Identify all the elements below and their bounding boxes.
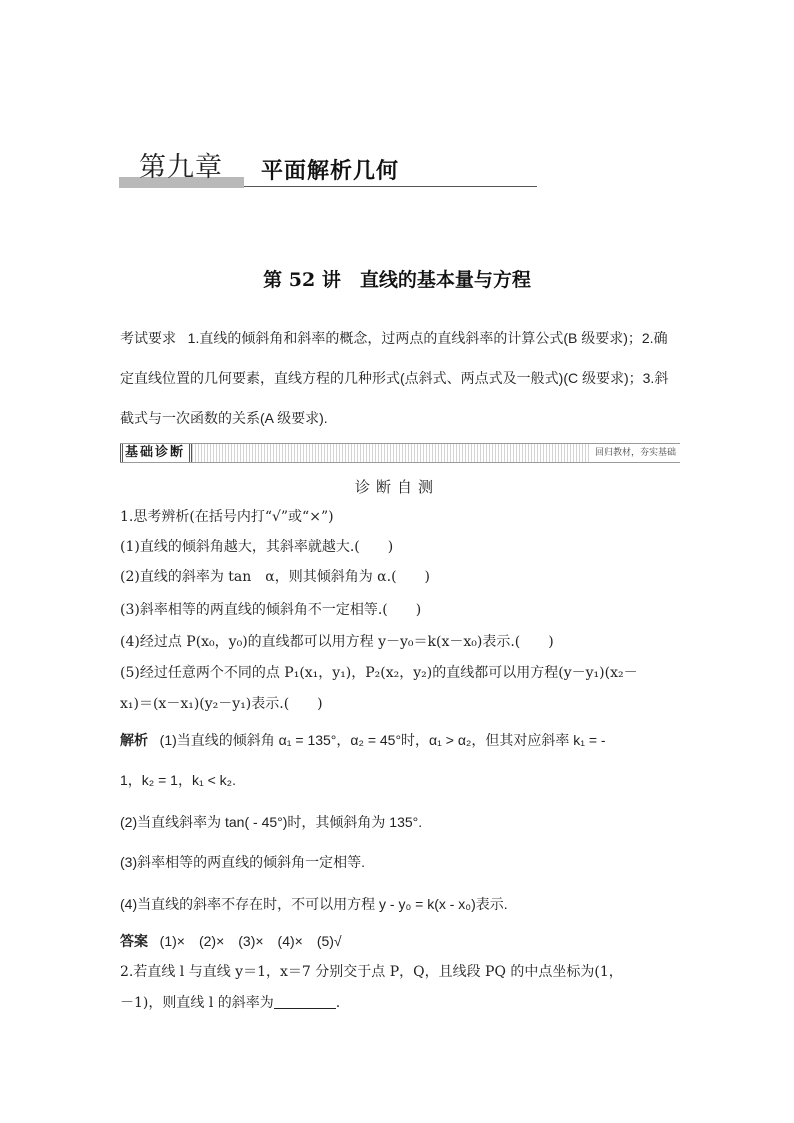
answer-label: 答案 — [120, 933, 148, 949]
question2-line: －1)，则直线 l 的斜率为 . — [120, 995, 341, 1011]
section-label: 基础诊断 — [120, 444, 192, 462]
question1-item: (1)直线的倾斜角越大，其斜率就越大.( ) — [120, 539, 394, 555]
question1-item: (4)经过点 P(x₀，y₀)的直线都可以用方程 y－y₀＝k(x－x₀)表示.( ) — [120, 634, 554, 650]
exam-requirements — [120, 318, 680, 438]
requirements-text: 1.直线的倾斜角和斜率的概念，过两点的直线斜率的计算公式(B 级要求)；2.确定直线位置的几何要素，直线方程的几种形式(点斜式、两点式及一般式)(C 级要求)；3.斜截式与一次函数的关系(A 级要求). — [120, 330, 669, 426]
question1-item: (2)直线的斜率为 tan α，则其倾斜角为 α.( ) — [120, 569, 431, 585]
lecture-title: 第 52 讲 直线的基本量与方程 — [263, 269, 531, 291]
question1-item: (3)斜率相等的两直线的倾斜角不一定相等.( ) — [120, 602, 422, 618]
analysis-line: (3)斜率相等的两直线的倾斜角一定相等. — [120, 854, 365, 870]
section-tagline: 回归教材，夯实基础 — [591, 444, 680, 462]
analysis-label: 解析 — [120, 732, 148, 748]
section-band — [120, 443, 680, 463]
question1-item: (5)经过任意两个不同的点 P₁(x₁，y₁)，P₂(x₂，y₂)的直线都可以用方程(y－y₁)(x₂－ — [120, 665, 638, 681]
answer-text: (1)× (2)× (3)× (4)× (5)√ — [159, 933, 342, 949]
question2-line: 2.若直线 l 与直线 y＝1，x＝7 分别交于点 P，Q，且线段 PQ 的中点坐标为(1， — [120, 964, 623, 980]
answer-line — [120, 931, 680, 951]
answer-blank[interactable] — [274, 994, 336, 1009]
subheading: 诊断自测 — [354, 478, 439, 496]
analysis-line: 1，k₂ = 1，k₁ < k₂. — [120, 772, 236, 788]
question1-stem: 1.思考辨析(在括号内打“√”或“×”) — [120, 509, 334, 525]
question1-item: x₁)＝(x－x₁)(y₂－y₁)表示.( ) — [120, 696, 323, 712]
analysis-line — [120, 730, 680, 750]
question2-text: －1)，则直线 l 的斜率为 — [120, 995, 274, 1011]
chapter-title: 平面解析几何 — [261, 158, 400, 184]
analysis-line: (4)当直线的斜率不存在时，不可以用方程 y - y₀ = k(x - x₀)表示. — [120, 896, 508, 912]
requirements-label: 考试要求 — [120, 330, 176, 346]
analysis-line: (2)当直线斜率为 tan( - 45°)时，其倾斜角为 135°. — [120, 814, 423, 830]
analysis-text: (1)当直线的倾斜角 α₁ = 135°，α₂ = 45°时，α₁ > α₂，但其对应斜率 k₁ = - — [159, 732, 606, 748]
chapter-rule — [244, 186, 537, 187]
chapter-number: 第九章 — [139, 152, 223, 183]
